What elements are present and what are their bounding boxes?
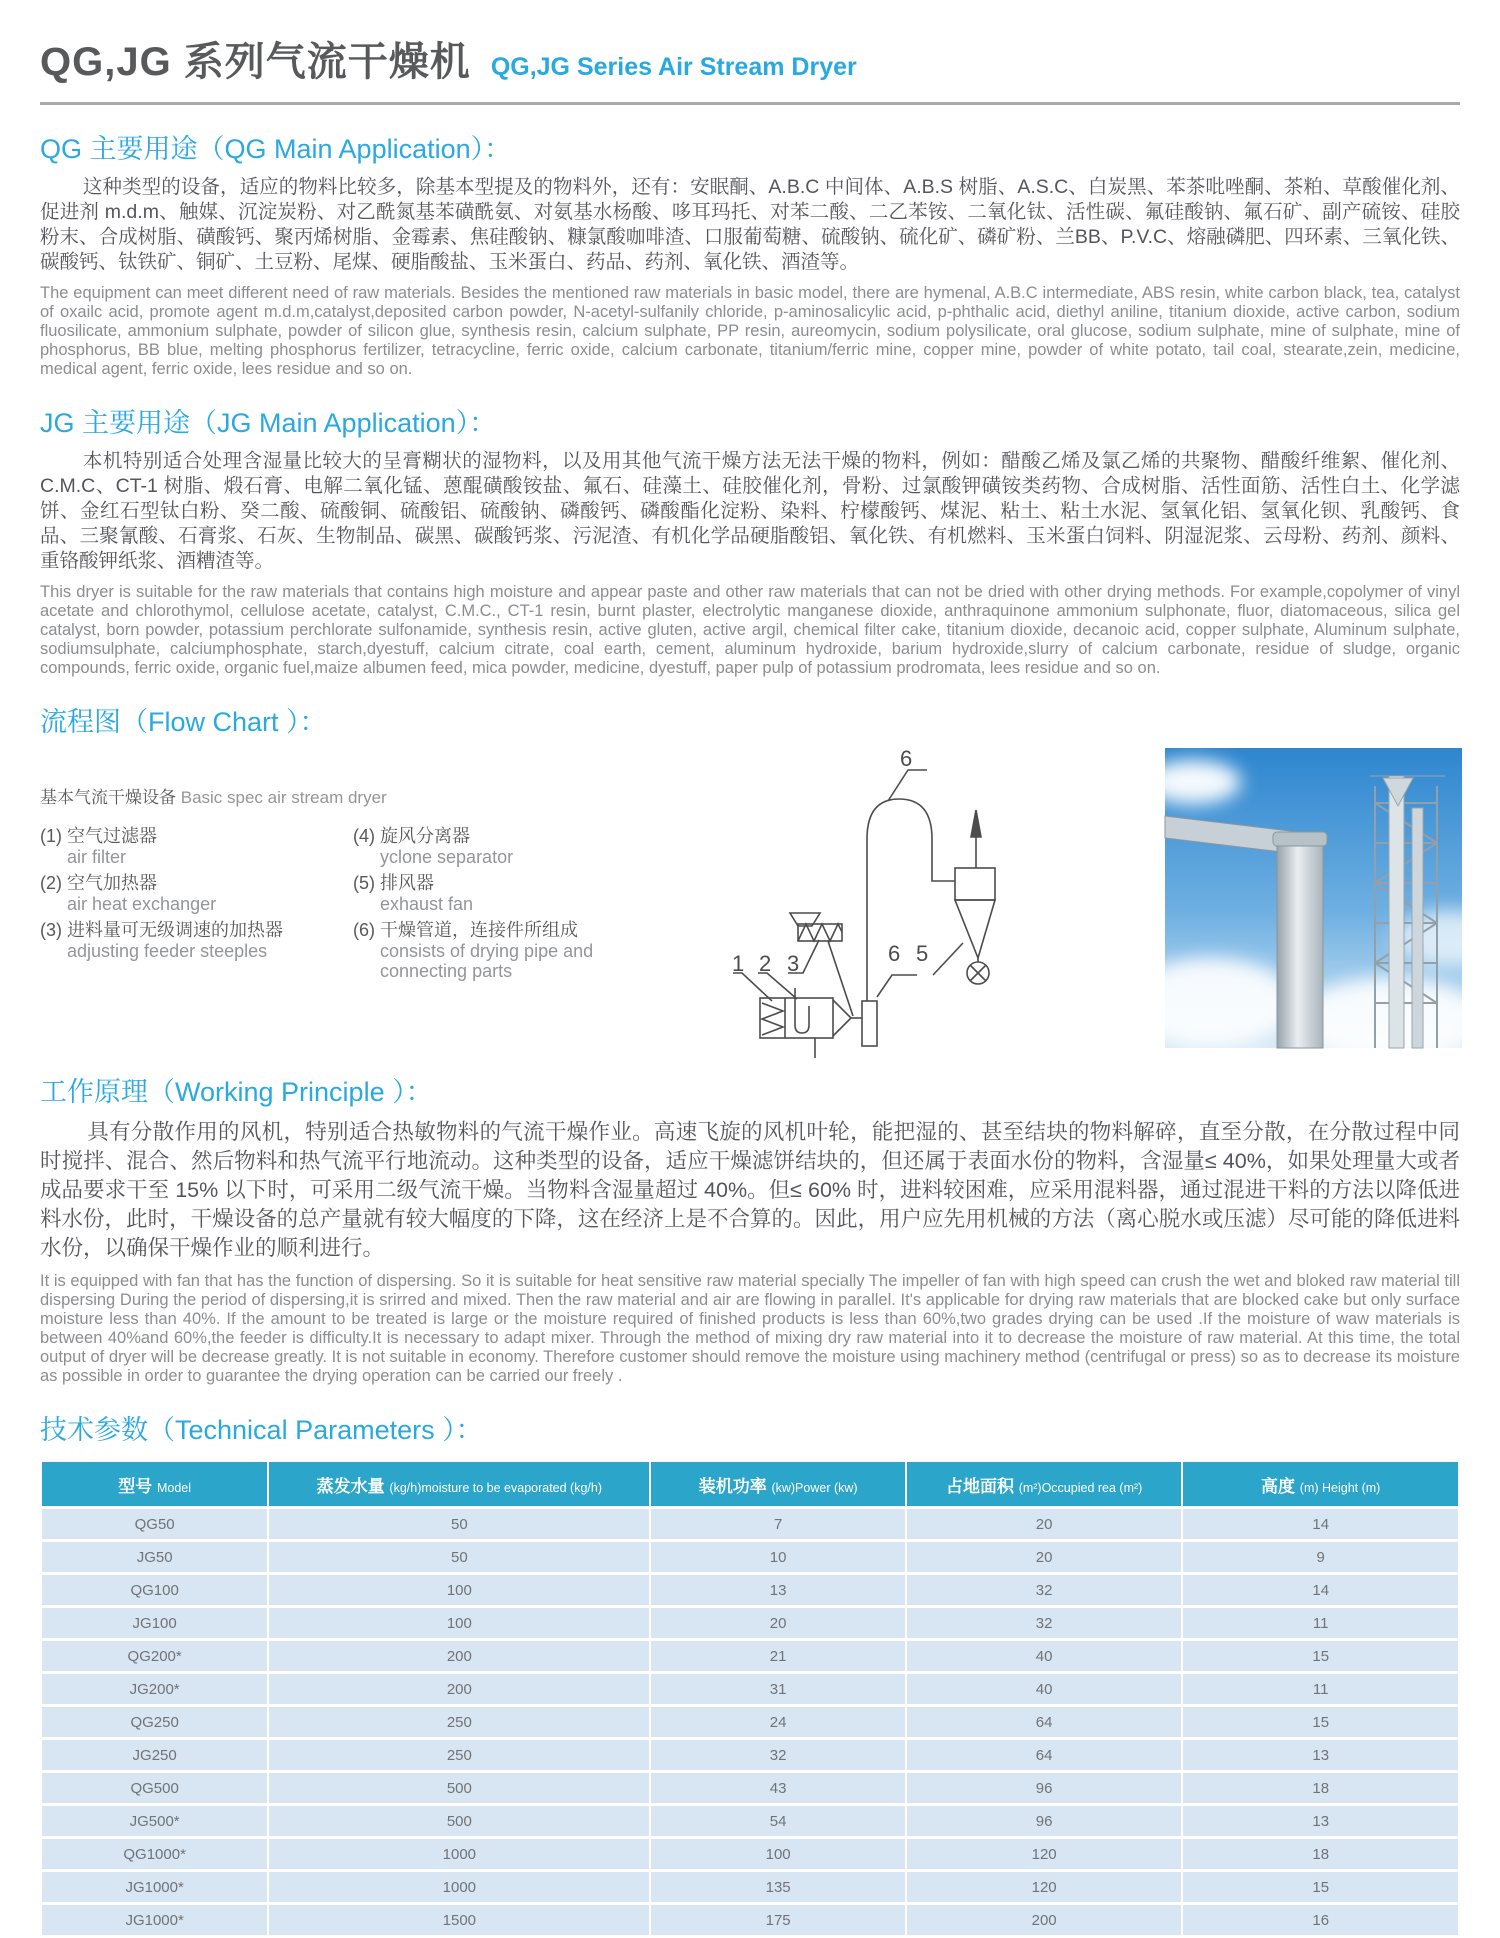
legend-label-en: consists of drying pipe and connecting parts [380,941,594,981]
table-cell: QG50 [42,1509,267,1539]
equipment-photo [1165,748,1462,1048]
table-cell: 7 [651,1509,904,1539]
working-principle-zh: 具有分散作用的风机，特别适合热敏物料的气流干燥作业。高速飞旋的风机叶轮，能把湿的、甚至结块的物料解碎，直至分散，在分散过程中同时搅拌、混合、然后物料和热气流平行地流动。这种类型的设备，适应干燥滤饼结块的，但还属于表面水份的物料，含湿量≤ 40%，如果处理量大或者成品要求干至 15% 以下时，可采用二级气流干燥。当物料含湿量超过 40%。但≤ 60% 时，进料较困难，应采用混料器，通过混进干料的方法以降低进料水份，此时，干燥设备的总产量就有较大幅度的下降，这在经济上是不合算的。因此，用户应先用机械的方法（离心脱水或压滤）尽可能的降低进料水份，以确保干燥作业的顺利进行。 [40,1120,1460,1260]
jg-application-section [40,401,1460,678]
table-cell: 15 [1183,1872,1458,1902]
table-cell: 120 [907,1872,1182,1902]
legend-label-en: air filter [67,847,127,867]
table-cell: 31 [651,1674,904,1704]
table-cell: 200 [269,1674,649,1704]
table-cell: 9 [1183,1542,1458,1572]
table-cell: 43 [651,1773,904,1803]
table-cell: 18 [1183,1773,1458,1803]
table-cell: 10 [651,1542,904,1572]
jg-body-zh: 本机特别适合处理含湿量比较大的呈膏糊状的湿物料，以及用其他气流干燥方法无法干燥的物料，例如：醋酸乙烯及氯乙烯的共聚物、醋酸纤维絮、催化剂、C.M.C、CT-1 树脂、煅石膏、电解二氧化锰、蒽醌磺酸铵盐、氟石、硅藻土、硅胶催化剂，骨粉、过氯酸钾磺铵类药物、合成树脂、活性面筋、活性白土、化学滤饼、金红石型钛白粉、癸二酸、硫酸铜、硫酸铝、硫酸钠、磷酸钙、磷酸酯化淀粉、染料、柠檬酸钙、煤泥、粘土、粘土水泥、氢氧化铝、氢氧化钡、乳酸钙、食品、三聚氰酸、石膏浆、石灰、生物制品、碳黑、碳酸钙浆、污泥渣、有机化学品硬脂酸铝、氧化铁、有机燃料、玉米蛋白饲料、阴湿泥浆、云母粉、药剂、颜料、重铬酸钾纸浆、酒糟渣等。 [40,450,1460,572]
table-cell: JG200* [42,1674,267,1704]
heat-exchanger-u-tube [795,988,809,1033]
table-cell: 200 [269,1641,649,1671]
table-cell: 250 [269,1740,649,1770]
table-row [42,1806,1458,1836]
table-cell: 1500 [269,1905,649,1935]
diagram-label-3: 3 [787,951,800,976]
table-cell: QG200* [42,1641,267,1671]
table-cell: 500 [269,1773,649,1803]
working-principle-heading: 工作原理（Working Principle ）： [40,1077,433,1107]
table-cell: 15 [1183,1641,1458,1671]
fan-housing [862,1001,877,1046]
legend-label-en: yclone separator [380,847,514,867]
table-cell: JG500* [42,1806,267,1836]
cloud [1145,760,1241,804]
qg-body-en: The equipment can meet different need of raw materials. Besides the mentioned raw materials in basic model, there are hymenal, A.B.C intermediate, ABS resin, white carbon black, tea, catalyst of oxailc acid, promote agent m.d.m,catalyst,deposited carbon powder, N-acetyl-sulfanily chloride, p-aminosalicylic acid, p-phthalic acid, diethyl aniline, titanium dioxide, active carbon, sodium fluosilicate, ammonium sulphate, powder of silicon glue, synthesis resin, calcium sulphate, PP resin, aureomycin, sodium polysilicate, oral glucose, sodium sulphate, mine of sulphate, mine of phosphorus, BB blue, melting phosphorus fertilizer, tetracycline, ferric oxide, calcium carbonate, titanium/ferric mine, copper mine, powder of white potato, tail coal, stearate,zein, medicine, medical agent, ferric oxide, lees residue and so on. [40,284,1460,378]
table-cell: 40 [907,1641,1182,1671]
vertical-cylinder [1277,838,1323,1048]
exhaust-arrow [971,810,981,837]
diagram-label-2: 2 [759,951,772,976]
table-row [42,1707,1458,1737]
title-divider [40,102,1460,105]
column-header: 占地面积 (m²)Occupied rea (m²) [907,1462,1182,1506]
legend-label-zh: (4) 旋风分离器 [353,826,470,846]
technical-parameters-heading: 技术参数（Technical Parameters ）： [40,1415,483,1445]
venturi-cone [833,1000,851,1036]
technical-parameters-table [40,1459,1460,1938]
flow-section-heading: 流程图（Flow Chart ）： [40,707,327,737]
table-cell: 1000 [269,1839,649,1869]
table-cell: 100 [269,1608,649,1638]
feeder-screw-zigzag [798,924,842,941]
diagram-label-1: 1 [732,951,745,976]
table-cell: 13 [1183,1806,1458,1836]
column-header: 装机功率 (kw)Power (kw) [651,1462,904,1506]
table-cell: 11 [1183,1674,1458,1704]
table-cell: 120 [907,1839,1182,1869]
table-cell: 96 [907,1806,1182,1836]
table-cell: JG100 [42,1608,267,1638]
table-cell: QG100 [42,1575,267,1605]
table-cell: 135 [651,1872,904,1902]
table-cell: 21 [651,1641,904,1671]
cloud [1125,958,1295,1048]
table-cell: 64 [907,1707,1182,1737]
table-row [42,1839,1458,1869]
column-header: 高度 (m) Height (m) [1183,1462,1458,1506]
flow-subtitle [40,783,387,808]
flow-subtitle-zh: 基本气流干燥设备 [40,788,176,807]
table-cell: 175 [651,1905,904,1935]
page-title-zh: QG,JG 系列气流干燥机 [40,40,471,84]
table-row [42,1608,1458,1638]
qg-application-section [40,127,1460,379]
table-cell: 50 [269,1509,649,1539]
table-cell: 50 [269,1542,649,1572]
table-cell: JG250 [42,1740,267,1770]
table-cell: 20 [907,1509,1182,1539]
working-principle-section [40,1070,1460,1386]
table-cell: 96 [907,1773,1182,1803]
table-cell: QG500 [42,1773,267,1803]
masthead [40,0,1460,87]
table-cell: 1000 [269,1872,649,1902]
table-cell: 20 [651,1608,904,1638]
table-cell: 64 [907,1740,1182,1770]
jg-body-en: This dryer is suitable for the raw materials that contains high moisture and appear paste and other raw materials that can not be dried with other drying methods. For example,copolymer of vinyl acetate and chlorothymol, cellulose acetate, catalyst, C.M.C., CT-1 resin, burnt plaster, electrolytic manganese dioxide, anthraquinone ammonium sulphonate, fluor, diatomaceous, silica gel catalyst, born powder, potassium perchlorate sulfonamide, synthesis resin, active gluten, active argil, chemical filter cake, titanium dioxide, decanoic acid, copper sulphate, Aluminum sulphate, sodiumsulphate, calciumphosphate, starch,dyestuff, calcium citrate, coal earth, cement, aluminum hydroxide, barium hydroxide,slurry of calcium carbonate, residue of sludge, organic compounds, ferric oxide, organic fuel,maize albumen feed, mica powder, medicine, dyestuff, paper pulp of potassium prodromata, lees residue and so on. [40,583,1460,677]
table-row [42,1773,1458,1803]
table-cell: 32 [651,1740,904,1770]
legend-label-en: exhaust fan [380,894,474,914]
table-cell: JG1000* [42,1905,267,1935]
qg-section-heading: QG 主要用途（QG Main Application）： [40,134,512,164]
legend-label-zh: (1) 空气过滤器 [40,826,157,846]
technical-parameters-section [40,1408,1460,1938]
page-title-en: QG,JG Series Air Stream Dryer [490,53,857,81]
tower-pipe [1412,808,1423,1048]
cyclone-body [955,868,995,900]
table-cell: 100 [269,1575,649,1605]
flow-canvas [40,743,1460,1048]
column-header: 蒸发水量 (kg/h)moisture to be evaporated (kg/h) [269,1462,649,1506]
legend-label-zh: (6) 干燥管道，连接件所组成 [353,920,578,940]
legend-label-zh: (3) 进料量可无级调速的加热器 [40,920,283,940]
diagram-label-4: 5 [916,941,929,966]
table-cell: JG1000* [42,1872,267,1902]
legend-label-en: adjusting feeder steeples [67,941,268,961]
table-cell: 100 [651,1839,904,1869]
table-cell: 500 [269,1806,649,1836]
table-row [42,1641,1458,1671]
column-header: 型号 Model [42,1462,267,1506]
table-cell: 18 [1183,1839,1458,1869]
qg-body-zh: 这种类型的设备，适应的物料比较多，除基本型提及的物料外，还有：安眠酮、A.B.C 中间体、A.B.S 树脂、A.S.C、白炭黑、苯茶吡唑酮、茶粕、草酸催化剂、促进剂 m.d.m、触媒、沉淀炭粉、对乙酰氮基苯磺酰氨、对氨基水杨酸、哆耳玛托、对苯二酸、二乙苯铵、二氧化钛、活性碳、氟硅酸钠、氟石矿、副产硫铵、硅胶粉末、合成树脂、磺酸钙、聚丙烯树脂、金霉素、焦硅酸钠、糠氯酸咖啡渣、口服葡萄糖、硫酸钠、硫化矿、磷矿粉、兰BB、P.V.C、熔融磷肥、四环素、三氧化铁、碳酸钙、钛铁矿、铜矿、土豆粉、尾煤、硬脂酸盐、玉米蛋白、药品、药剂、氧化铁、酒渣等。 [40,176,1460,273]
flow-legend-item [40,872,340,914]
table-cell: JG50 [42,1542,267,1572]
table-row [42,1509,1458,1539]
table-cell: 54 [651,1806,904,1836]
table-header-row [42,1462,1458,1506]
table-cell: 40 [907,1674,1182,1704]
table-cell: 32 [907,1575,1182,1605]
cyclone-cone [955,900,995,958]
table-cell: 250 [269,1707,649,1737]
table-body [42,1509,1458,1935]
legend-label-zh: (2) 空气加热器 [40,873,157,893]
table-cell: 13 [1183,1740,1458,1770]
diagram-label-5: 6 [888,941,901,966]
flow-subtitle-en: Basic spec air stream dryer [180,788,387,807]
table-cell: 200 [907,1905,1182,1935]
table-cell: 14 [1183,1509,1458,1539]
table-row [42,1674,1458,1704]
table-cell: 24 [651,1707,904,1737]
table-cell: 16 [1183,1905,1458,1935]
flow-legend-item [40,825,340,867]
table-cell: 14 [1183,1575,1458,1605]
table-row [42,1542,1458,1572]
table-cell: 13 [651,1575,904,1605]
table-cell: 11 [1183,1608,1458,1638]
flow-chart-section [40,700,1460,1048]
table-cell: 20 [907,1542,1182,1572]
jg-section-heading: JG 主要用途（JG Main Application）： [40,408,497,438]
drying-pipe [867,799,955,1001]
table-row [42,1905,1458,1935]
working-principle-en: It is equipped with fan that has the function of dispersing. So it is suitable for heat sensitive raw material specially The impeller of fan with high speed can crush the wet and bloked raw material till dispersing During the period of dispersing,it is srirred and mixed. Then the raw material and air are flowing in parallel. It's applicable for drying raw materials that are blocked cake but only surface moisture less than 40%. If the amount to be treated is large or the moisture required of finished products is less than 60%,two grades drying can be used .If the moisture of waw materials is between 40%and 60%,the feeder is difficulty.It is necessary to adapt mixer. Through the method of mixing dry raw material into it to decrease the moisture of raw material. At this time, the total output of dryer will be decrease greatly. It is not suitable in economy. Therefore customer should remove the moisture using machinery method (centrifugal or press) so as to decrease its moisture as possible in order to guarantee the drying operation can be carried our freely . [40,1272,1460,1385]
table-cell: QG250 [42,1707,267,1737]
air-filter-zigzag [762,1003,783,1035]
feed-line [828,941,853,1016]
flow-legend-item [40,919,340,961]
diagram-label-6: 6 [900,746,913,771]
legend-label-zh: (5) 排风器 [353,873,434,893]
label6-leader [888,770,927,801]
tower-pipe [1389,776,1404,1048]
table-cell: QG1000* [42,1839,267,1869]
flow-legend-left [40,825,340,966]
table-cell: 15 [1183,1707,1458,1737]
table-row [42,1872,1458,1902]
cloud [1395,910,1500,966]
table-cell: 32 [907,1608,1182,1638]
table-row [42,1740,1458,1770]
table-row [42,1575,1458,1605]
flow-diagram [585,743,1015,1053]
legend-label-en: air heat exchanger [67,894,217,914]
